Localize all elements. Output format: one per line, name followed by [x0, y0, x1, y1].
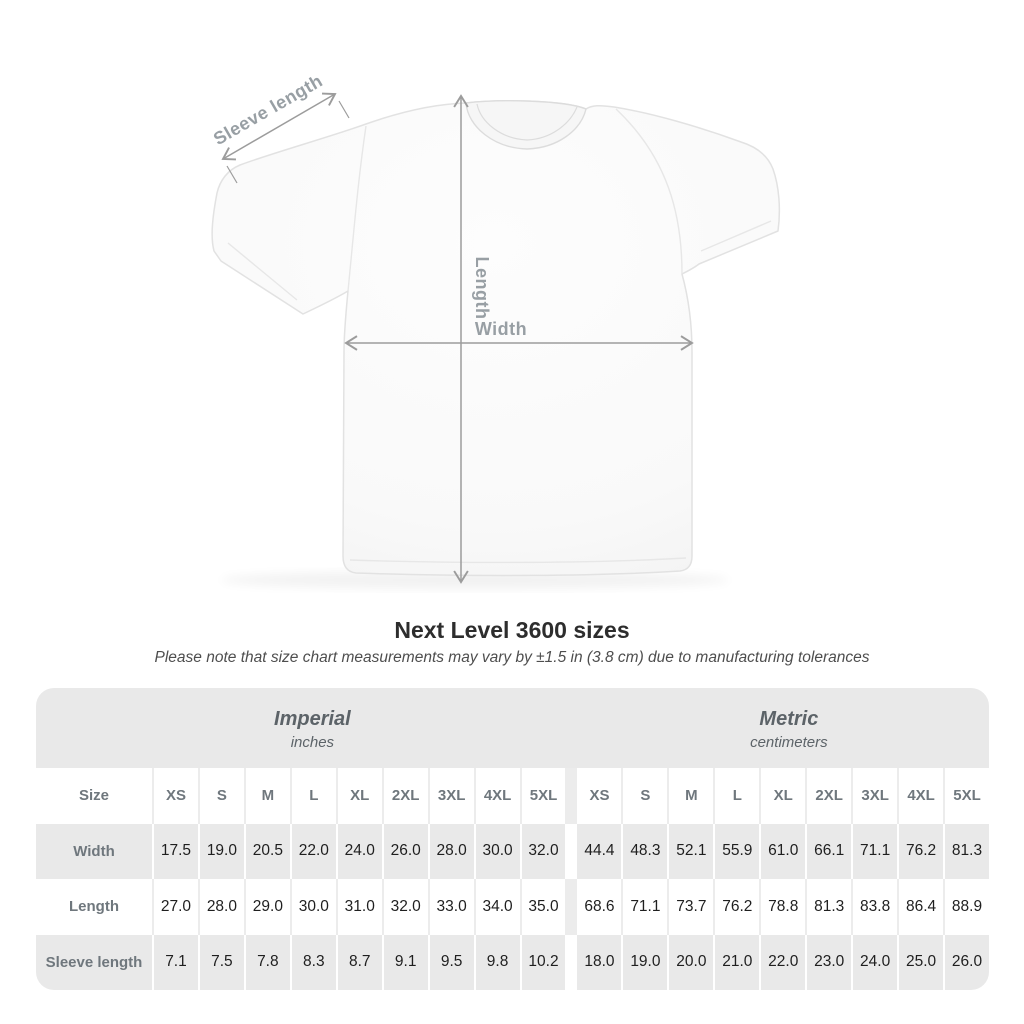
- size-header-cell: L: [292, 768, 336, 824]
- imperial-value-cell: 22.0: [292, 824, 336, 880]
- imperial-value-cell: 31.0: [338, 879, 382, 935]
- imperial-value-cell: 9.8: [476, 935, 520, 991]
- imperial-value-cell: 30.0: [476, 824, 520, 880]
- tolerance-note: Please note that size chart measurements may vary by ±1.5 in (3.8 cm) due to manufacturing tolerances: [154, 649, 870, 666]
- metric-value-cell: 23.0: [807, 935, 851, 991]
- metric-value-cell: 86.4: [899, 879, 943, 935]
- imperial-value-cell: 29.0: [246, 879, 290, 935]
- metric-value-cell: 22.0: [761, 935, 805, 991]
- size-header-cell: XL: [761, 768, 805, 824]
- size-header-cell: M: [246, 768, 290, 824]
- size-header-cell: M: [669, 768, 713, 824]
- row-label: Width: [36, 824, 152, 880]
- group-gap: [567, 935, 575, 991]
- metric-value-cell: 61.0: [761, 824, 805, 880]
- size-header-cell: XL: [338, 768, 382, 824]
- size-header-cell: 2XL: [384, 768, 428, 824]
- page-title: Next Level 3600 sizes: [394, 617, 630, 643]
- metric-value-cell: 76.2: [715, 879, 759, 935]
- imperial-value-cell: 7.1: [154, 935, 198, 991]
- metric-value-cell: 78.8: [761, 879, 805, 935]
- imperial-value-cell: 30.0: [292, 879, 336, 935]
- imperial-value-cell: 28.0: [430, 824, 474, 880]
- metric-value-cell: 81.3: [807, 879, 851, 935]
- imperial-value-cell: 9.1: [384, 935, 428, 991]
- size-header-cell: 4XL: [476, 768, 520, 824]
- group-gap: [567, 768, 575, 824]
- size-header-cell: 2XL: [807, 768, 851, 824]
- imperial-value-cell: 19.0: [200, 824, 244, 880]
- size-header-cell: 5XL: [945, 768, 989, 824]
- width-label: Width: [474, 319, 528, 339]
- metric-value-cell: 48.3: [623, 824, 667, 880]
- metric-unit: centimeters: [750, 733, 828, 751]
- metric-value-cell: 19.0: [623, 935, 667, 991]
- imperial-value-cell: 32.0: [522, 824, 566, 880]
- sleeve-tick-end: [339, 101, 349, 118]
- size-column-header: Size: [36, 768, 152, 824]
- size-header-cell: 3XL: [853, 768, 897, 824]
- metric-value-cell: 68.6: [577, 879, 621, 935]
- imperial-value-cell: 28.0: [200, 879, 244, 935]
- imperial-value-cell: 33.0: [430, 879, 474, 935]
- size-header-cell: 3XL: [430, 768, 474, 824]
- imperial-title: Imperial: [274, 707, 351, 730]
- imperial-value-cell: 8.3: [292, 935, 336, 991]
- imperial-value-cell: 9.5: [430, 935, 474, 991]
- size-header-cell: S: [623, 768, 667, 824]
- row-label: Length: [36, 879, 152, 935]
- imperial-value-cell: 24.0: [338, 824, 382, 880]
- metric-value-cell: 52.1: [669, 824, 713, 880]
- imperial-value-cell: 27.0: [154, 879, 198, 935]
- metric-header: [589, 688, 989, 768]
- units-header-row: [36, 688, 989, 768]
- metric-value-cell: 66.1: [807, 824, 851, 880]
- imperial-value-cell: 8.7: [338, 935, 382, 991]
- metric-value-cell: 71.1: [853, 824, 897, 880]
- metric-value-cell: 71.1: [623, 879, 667, 935]
- metric-value-cell: 73.7: [669, 879, 713, 935]
- imperial-value-cell: 34.0: [476, 879, 520, 935]
- imperial-value-cell: 7.5: [200, 935, 244, 991]
- metric-value-cell: 18.0: [577, 935, 621, 991]
- size-header-cell: XS: [154, 768, 198, 824]
- sleeve-length-label: Sleeve length: [209, 70, 327, 150]
- metric-title: Metric: [759, 707, 819, 730]
- imperial-header: [36, 688, 589, 768]
- size-header-cell: XS: [577, 768, 621, 824]
- size-header-cell: L: [715, 768, 759, 824]
- size-chart-table: [36, 688, 989, 990]
- imperial-unit: inches: [290, 733, 335, 751]
- table-row-width: [36, 824, 989, 880]
- metric-value-cell: 76.2: [899, 824, 943, 880]
- row-label: Sleeve length: [36, 935, 152, 991]
- imperial-value-cell: 10.2: [522, 935, 566, 991]
- metric-value-cell: 81.3: [945, 824, 989, 880]
- imperial-value-cell: 7.8: [246, 935, 290, 991]
- metric-value-cell: 55.9: [715, 824, 759, 880]
- group-gap: [567, 879, 575, 935]
- size-header-row: [36, 768, 989, 824]
- size-header-cell: S: [200, 768, 244, 824]
- size-header-cell: 4XL: [899, 768, 943, 824]
- metric-value-cell: 26.0: [945, 935, 989, 991]
- imperial-value-cell: 17.5: [154, 824, 198, 880]
- size-header-cell: 5XL: [522, 768, 566, 824]
- metric-value-cell: 44.4: [577, 824, 621, 880]
- imperial-value-cell: 26.0: [384, 824, 428, 880]
- table-row-length: [36, 879, 989, 935]
- metric-value-cell: 88.9: [945, 879, 989, 935]
- group-gap: [567, 824, 575, 880]
- metric-value-cell: 83.8: [853, 879, 897, 935]
- length-label: Length: [472, 256, 492, 320]
- metric-value-cell: 20.0: [669, 935, 713, 991]
- imperial-value-cell: 32.0: [384, 879, 428, 935]
- table-row-sleeve-length: [36, 935, 989, 991]
- imperial-value-cell: 20.5: [246, 824, 290, 880]
- metric-value-cell: 25.0: [899, 935, 943, 991]
- metric-value-cell: 24.0: [853, 935, 897, 991]
- imperial-value-cell: 35.0: [522, 879, 566, 935]
- metric-value-cell: 21.0: [715, 935, 759, 991]
